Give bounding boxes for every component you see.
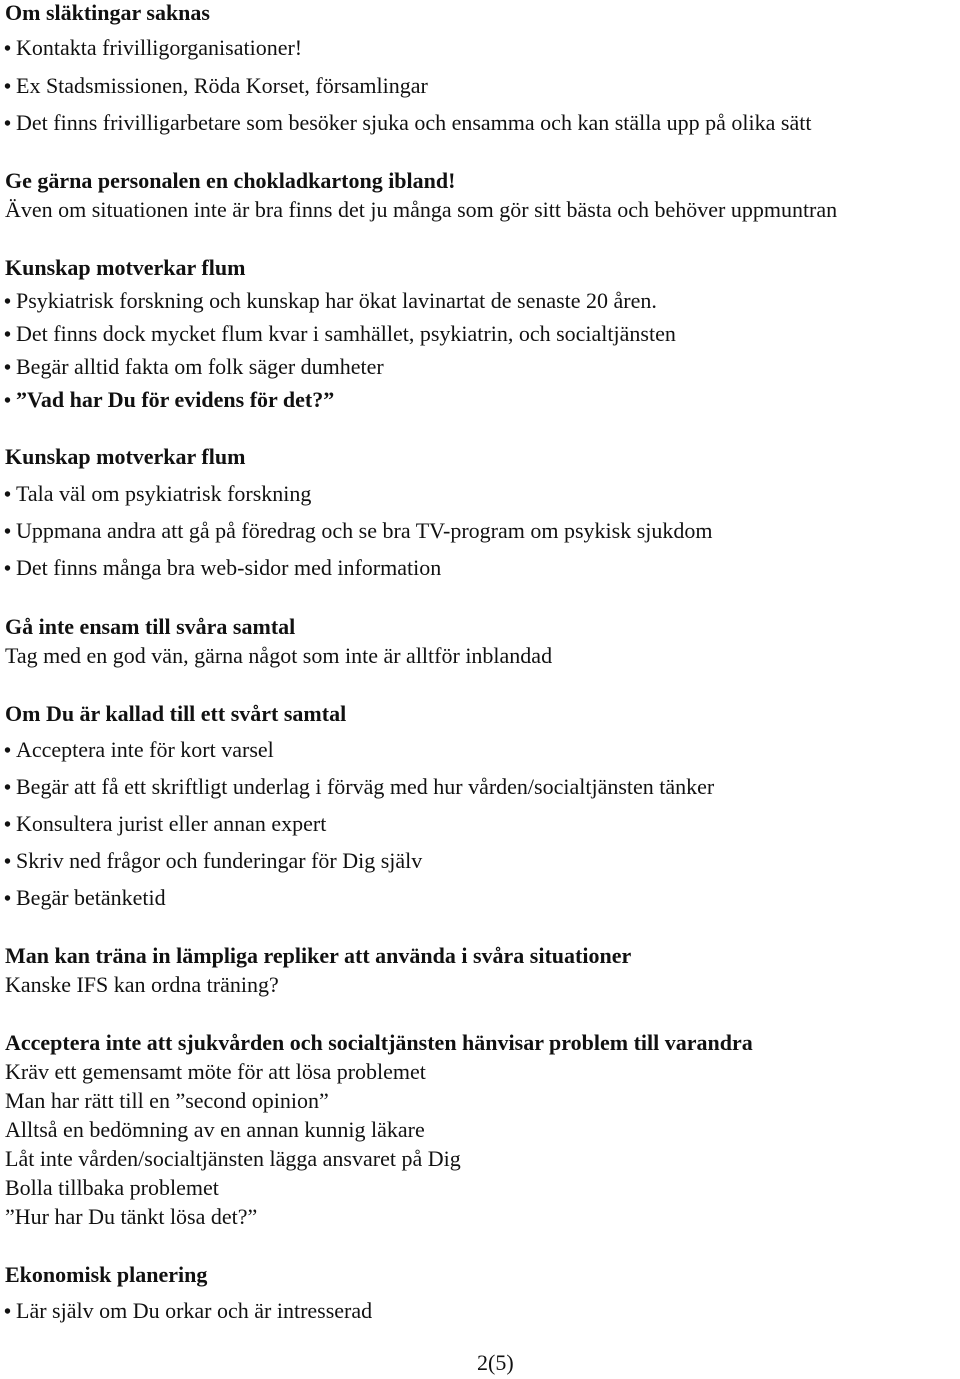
bullet-item: • Uppmana andra att gå på föredrag och se bra TV-program om psykisk sjukdom	[4, 518, 713, 545]
bullet-item: • Det finns dock mycket flum kvar i samhället, psykiatrin, och socialtjänsten	[4, 321, 676, 348]
bullet-item: • Tala väl om psykiatrisk forskning	[4, 481, 311, 508]
paragraph-line: Alltså en bedömning av en annan kunnig läkare	[5, 1117, 425, 1142]
bullet-item: • Skriv ned frågor och funderingar för Dig själv	[4, 848, 422, 875]
paragraph-line: Bolla tillbaka problemet	[5, 1175, 219, 1200]
paragraph-line: ”Hur har Du tänkt lösa det?”	[5, 1204, 258, 1229]
section-heading-knowledge: Kunskap motverkar flum	[5, 255, 246, 280]
paragraph-line: Låt inte vården/socialtjänsten lägga ansvaret på Dig	[5, 1146, 461, 1171]
section-heading-difficult-talks: Gå inte ensam till svåra samtal	[5, 614, 296, 639]
section-heading-knowledge-2: Kunskap motverkar flum	[5, 444, 246, 469]
paragraph-line: Kräv ett gemensamt möte för att lösa problemet	[5, 1059, 426, 1084]
section-heading-chocolate: Ge gärna personalen en chokladkartong ibland!	[5, 168, 456, 193]
bullet-item: • Lär själv om Du orkar och är intresserad	[4, 1298, 372, 1325]
bullet-item: • Konsultera jurist eller annan expert	[4, 811, 326, 838]
bullet-item: • Det finns frivilligarbetare som besöker sjuka och ensamma och kan ställa upp på olika sätt	[4, 110, 811, 137]
section-heading-relatives-missing: Om släktingar saknas	[5, 0, 210, 25]
paragraph-text: Även om situationen inte är bra finns det ju många som gör sitt bästa och behöver uppmuntran	[5, 197, 838, 222]
bullet-item: • Begär alltid fakta om folk säger dumheter	[4, 354, 384, 381]
bullet-item: • ”Vad har Du för evidens för det?”	[4, 387, 334, 414]
section-heading-referral: Acceptera inte att sjukvården och socialtjänsten hänvisar problem till varandra	[5, 1030, 753, 1055]
bullet-item: • Acceptera inte för kort varsel	[4, 737, 274, 764]
bullet-item: • Kontakta frivilligorganisationer!	[4, 35, 302, 62]
page-number: 2(5)	[477, 1350, 514, 1375]
paragraph-text: Kanske IFS kan ordna träning?	[5, 972, 279, 997]
paragraph-line: Man har rätt till en ”second opinion”	[5, 1088, 329, 1113]
bullet-item: • Psykiatrisk forskning och kunskap har ökat lavinartat de senaste 20 åren.	[4, 288, 657, 315]
bullet-item: • Det finns många bra web-sidor med information	[4, 555, 441, 582]
bullet-item: • Begär att få ett skriftligt underlag i förväg med hur vården/socialtjänsten tänker	[4, 774, 714, 801]
section-heading-practice-replies: Man kan träna in lämpliga repliker att använda i svåra situationer	[5, 943, 632, 968]
paragraph-text: Tag med en god vän, gärna något som inte är alltför inblandad	[5, 643, 553, 668]
section-heading-economy: Ekonomisk planering	[5, 1262, 208, 1287]
bullet-item: • Begär betänketid	[4, 885, 166, 912]
bullet-item: • Ex Stadsmissionen, Röda Korset, församlingar	[4, 73, 428, 100]
section-heading-summoned: Om Du är kallad till ett svårt samtal	[5, 701, 347, 726]
